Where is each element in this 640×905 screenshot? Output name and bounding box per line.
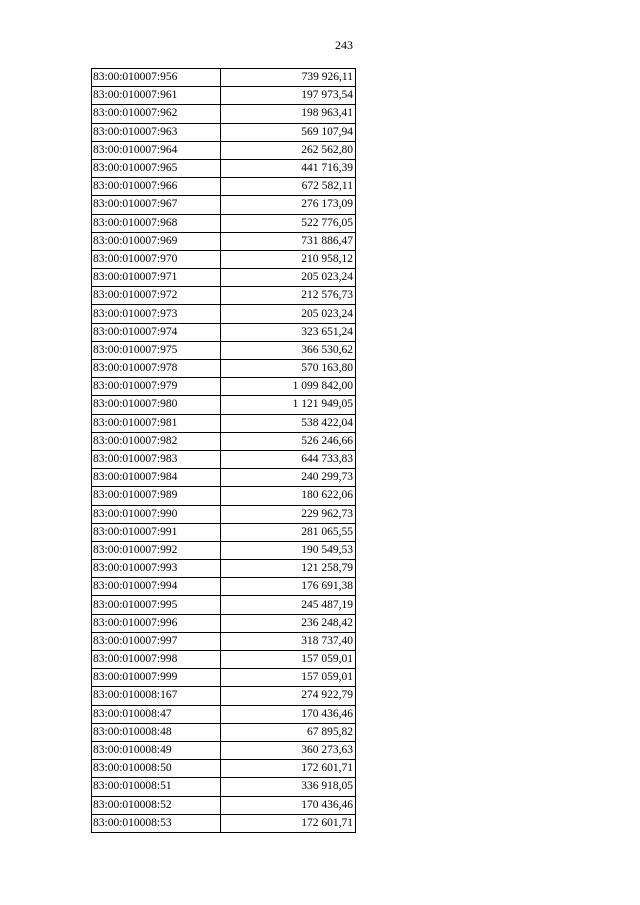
cadastral-number-cell: 83:00:010007:979 xyxy=(92,378,221,396)
cadastral-number-cell: 83:00:010007:992 xyxy=(92,541,221,559)
cadastral-value-cell: 157 059,01 xyxy=(221,651,356,669)
cadastral-value-cell: 197 973,54 xyxy=(221,87,356,105)
cadastral-value-cell: 212 576,73 xyxy=(221,287,356,305)
table-row xyxy=(92,269,356,287)
cadastral-value-cell: 172 601,71 xyxy=(221,760,356,778)
cadastral-value-cell: 526 246,66 xyxy=(221,432,356,450)
table-row xyxy=(92,378,356,396)
cadastral-value-cell: 366 530,62 xyxy=(221,341,356,359)
cadastral-number-cell: 83:00:010008:48 xyxy=(92,723,221,741)
table-row xyxy=(92,178,356,196)
cadastral-number-cell: 83:00:010007:962 xyxy=(92,105,221,123)
cadastral-value-cell: 176 691,38 xyxy=(221,578,356,596)
cadastral-number-cell: 83:00:010007:956 xyxy=(92,69,221,87)
table-row xyxy=(92,560,356,578)
cadastral-number-cell: 83:00:010008:47 xyxy=(92,705,221,723)
cadastral-number-cell: 83:00:010007:973 xyxy=(92,305,221,323)
cadastral-number-cell: 83:00:010007:972 xyxy=(92,287,221,305)
table-row xyxy=(92,614,356,632)
table-row xyxy=(92,432,356,450)
cadastral-value-cell: 236 248,42 xyxy=(221,614,356,632)
table-row xyxy=(92,632,356,650)
cadastral-value-cell: 205 023,24 xyxy=(221,269,356,287)
table-row xyxy=(92,705,356,723)
table-row xyxy=(92,487,356,505)
table-row xyxy=(92,687,356,705)
cadastral-value-cell: 360 273,63 xyxy=(221,741,356,759)
table-row xyxy=(92,105,356,123)
cadastral-number-cell: 83:00:010007:975 xyxy=(92,341,221,359)
cadastral-value-cell: 672 582,11 xyxy=(221,178,356,196)
cadastral-value-cell: 318 737,40 xyxy=(221,632,356,650)
cadastral-number-cell: 83:00:010007:998 xyxy=(92,651,221,669)
cadastral-number-cell: 83:00:010007:980 xyxy=(92,396,221,414)
cadastral-value-cell: 121 258,79 xyxy=(221,560,356,578)
table-row xyxy=(92,760,356,778)
cadastral-number-cell: 83:00:010007:966 xyxy=(92,178,221,196)
cadastral-number-cell: 83:00:010007:967 xyxy=(92,196,221,214)
table-row xyxy=(92,669,356,687)
table-row xyxy=(92,123,356,141)
table-row xyxy=(92,741,356,759)
cadastral-number-cell: 83:00:010007:964 xyxy=(92,141,221,159)
cadastral-value-cell: 240 299,73 xyxy=(221,469,356,487)
table-row xyxy=(92,341,356,359)
cadastral-value-cell: 276 173,09 xyxy=(221,196,356,214)
cadastral-value-table xyxy=(91,68,356,833)
cadastral-number-cell: 83:00:010007:970 xyxy=(92,250,221,268)
cadastral-number-cell: 83:00:010007:961 xyxy=(92,87,221,105)
cadastral-value-cell: 180 622,06 xyxy=(221,487,356,505)
cadastral-number-cell: 83:00:010007:995 xyxy=(92,596,221,614)
table-row xyxy=(92,305,356,323)
table-row xyxy=(92,232,356,250)
cadastral-number-cell: 83:00:010007:989 xyxy=(92,487,221,505)
cadastral-value-cell: 1 099 842,00 xyxy=(221,378,356,396)
cadastral-number-cell: 83:00:010007:969 xyxy=(92,232,221,250)
table-row xyxy=(92,814,356,832)
cadastral-number-cell: 83:00:010007:981 xyxy=(92,414,221,432)
table-row xyxy=(92,450,356,468)
table-row xyxy=(92,796,356,814)
cadastral-value-cell: 323 651,24 xyxy=(221,323,356,341)
cadastral-value-cell: 441 716,39 xyxy=(221,159,356,177)
cadastral-number-cell: 83:00:010008:51 xyxy=(92,778,221,796)
cadastral-value-cell: 1 121 949,05 xyxy=(221,396,356,414)
table-row xyxy=(92,651,356,669)
cadastral-number-cell: 83:00:010007:971 xyxy=(92,269,221,287)
cadastral-number-cell: 83:00:010007:978 xyxy=(92,360,221,378)
cadastral-value-cell: 170 436,46 xyxy=(221,796,356,814)
table-row xyxy=(92,541,356,559)
table-row xyxy=(92,723,356,741)
cadastral-number-cell: 83:00:010007:963 xyxy=(92,123,221,141)
cadastral-number-cell: 83:00:010007:996 xyxy=(92,614,221,632)
table-row xyxy=(92,469,356,487)
cadastral-value-cell: 157 059,01 xyxy=(221,669,356,687)
table-row xyxy=(92,87,356,105)
cadastral-value-cell: 336 918,05 xyxy=(221,778,356,796)
cadastral-number-cell: 83:00:010007:994 xyxy=(92,578,221,596)
cadastral-number-cell: 83:00:010007:999 xyxy=(92,669,221,687)
cadastral-value-cell: 262 562,80 xyxy=(221,141,356,159)
cadastral-number-cell: 83:00:010007:990 xyxy=(92,505,221,523)
cadastral-value-cell: 731 886,47 xyxy=(221,232,356,250)
cadastral-number-cell: 83:00:010008:167 xyxy=(92,687,221,705)
cadastral-value-cell: 538 422,04 xyxy=(221,414,356,432)
table-row xyxy=(92,505,356,523)
cadastral-value-cell: 170 436,46 xyxy=(221,705,356,723)
table-row xyxy=(92,214,356,232)
cadastral-value-cell: 205 023,24 xyxy=(221,305,356,323)
cadastral-value-cell: 245 487,19 xyxy=(221,596,356,614)
cadastral-value-cell: 281 065,55 xyxy=(221,523,356,541)
cadastral-number-cell: 83:00:010007:983 xyxy=(92,450,221,468)
cadastral-number-cell: 83:00:010007:984 xyxy=(92,469,221,487)
cadastral-value-cell: 210 958,12 xyxy=(221,250,356,268)
table-row xyxy=(92,287,356,305)
cadastral-number-cell: 83:00:010008:49 xyxy=(92,741,221,759)
table-row xyxy=(92,250,356,268)
cadastral-value-cell: 229 962,73 xyxy=(221,505,356,523)
table-row xyxy=(92,396,356,414)
cadastral-number-cell: 83:00:010007:997 xyxy=(92,632,221,650)
cadastral-value-cell: 190 549,53 xyxy=(221,541,356,559)
table-row xyxy=(92,360,356,378)
cadastral-value-cell: 570 163,80 xyxy=(221,360,356,378)
cadastral-value-cell: 739 926,11 xyxy=(221,69,356,87)
table-body xyxy=(92,69,356,833)
table-row xyxy=(92,414,356,432)
table-row xyxy=(92,596,356,614)
cadastral-number-cell: 83:00:010008:53 xyxy=(92,814,221,832)
cadastral-number-cell: 83:00:010008:50 xyxy=(92,760,221,778)
cadastral-number-cell: 83:00:010007:965 xyxy=(92,159,221,177)
table-row xyxy=(92,523,356,541)
cadastral-number-cell: 83:00:010007:974 xyxy=(92,323,221,341)
cadastral-value-cell: 569 107,94 xyxy=(221,123,356,141)
page-number: 243 xyxy=(335,38,353,52)
table-row xyxy=(92,141,356,159)
table-row xyxy=(92,323,356,341)
cadastral-value-cell: 522 776,05 xyxy=(221,214,356,232)
table-row xyxy=(92,69,356,87)
table-row xyxy=(92,196,356,214)
cadastral-value-cell: 67 895,82 xyxy=(221,723,356,741)
cadastral-number-cell: 83:00:010007:993 xyxy=(92,560,221,578)
table-row xyxy=(92,778,356,796)
cadastral-value-cell: 644 733,83 xyxy=(221,450,356,468)
table-row xyxy=(92,159,356,177)
cadastral-number-cell: 83:00:010007:991 xyxy=(92,523,221,541)
cadastral-number-cell: 83:00:010007:982 xyxy=(92,432,221,450)
cadastral-value-cell: 172 601,71 xyxy=(221,814,356,832)
cadastral-number-cell: 83:00:010007:968 xyxy=(92,214,221,232)
table-row xyxy=(92,578,356,596)
cadastral-value-cell: 274 922,79 xyxy=(221,687,356,705)
cadastral-value-cell: 198 963,41 xyxy=(221,105,356,123)
cadastral-number-cell: 83:00:010008:52 xyxy=(92,796,221,814)
